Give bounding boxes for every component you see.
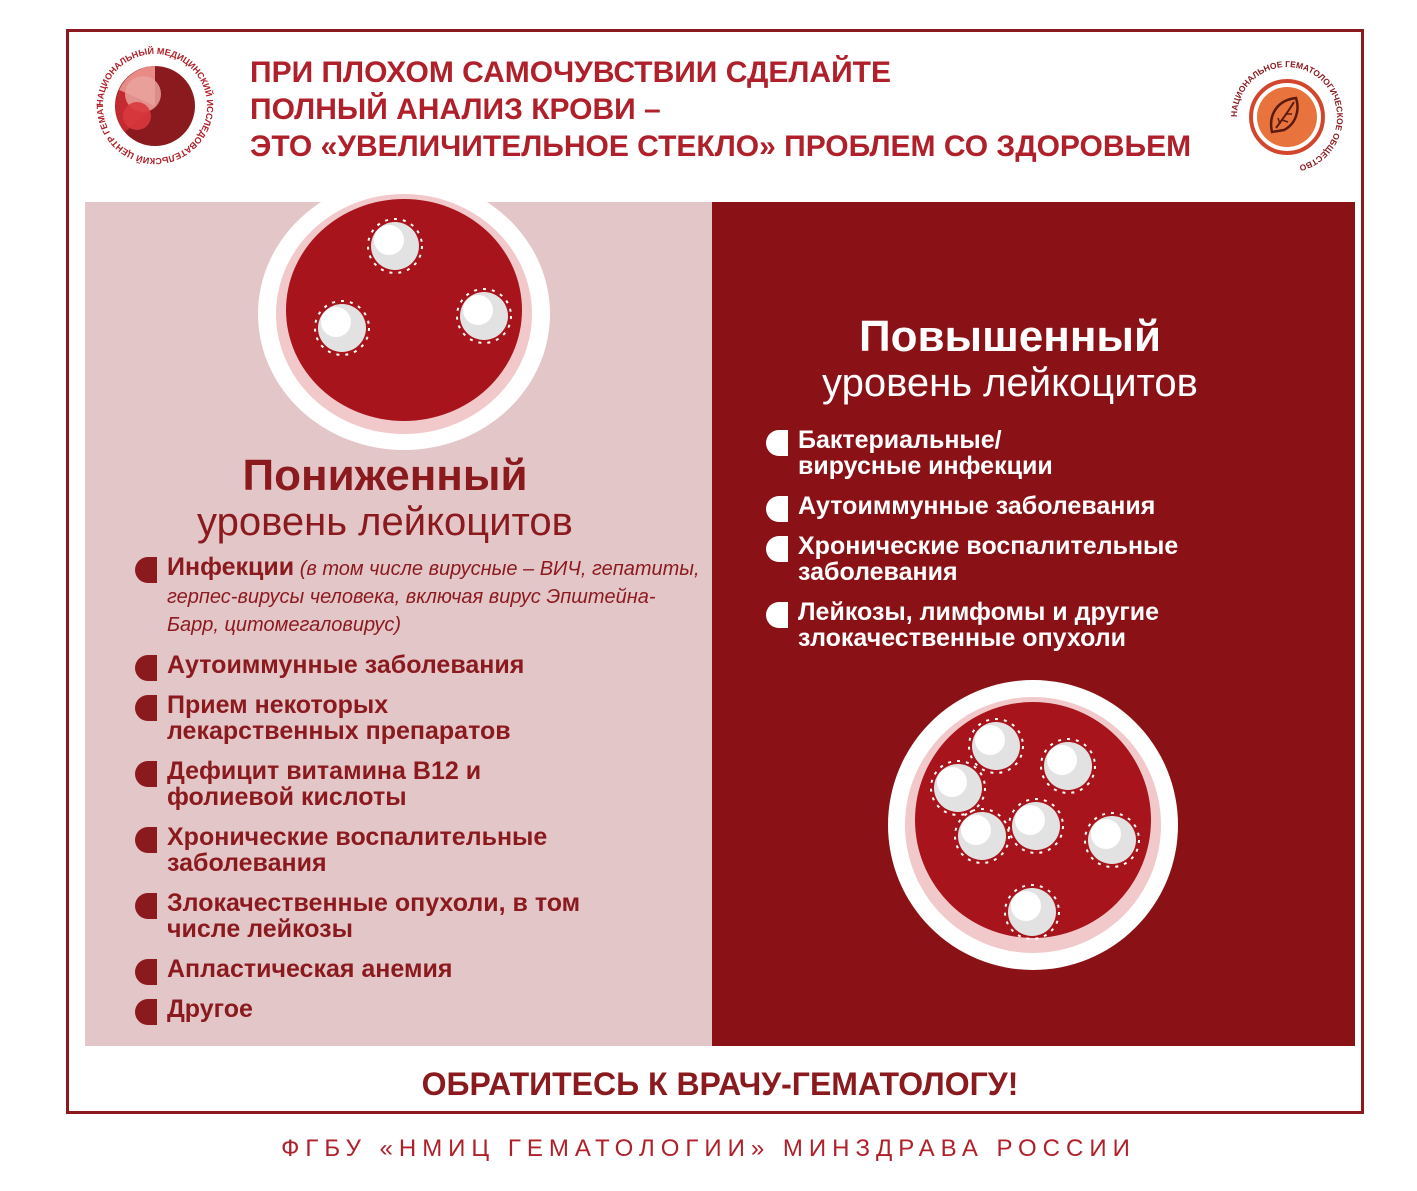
half-circle-bullet-icon: [135, 557, 157, 583]
list-item: Бактериальные/ вирусные инфекции: [766, 427, 1118, 479]
list-item: Хронические воспалительные заболевания: [135, 824, 617, 876]
organization-footer: ФГБУ «НМИЦ ГЕМАТОЛОГИИ» МИНЗДРАВА РОССИИ: [281, 1135, 1136, 1162]
half-circle-bullet-icon: [135, 959, 157, 985]
hematology-center-logo: [95, 46, 215, 166]
list-item: Аутоиммунные заболевания: [766, 493, 1326, 519]
high-heading-light: уровень лейкоцитов: [822, 361, 1198, 405]
title-line-3: ЭТО «УВЕЛИЧИТЕЛЬНОЕ СТЕКЛО» ПРОБЛЕМ СО ЗДОРОВЬЕМ: [250, 130, 1192, 163]
high-leukocytes-causes-list: [766, 427, 1326, 651]
high-heading-bold: Повышенный: [858, 312, 1162, 361]
high-leukocytes-heading: [745, 313, 1275, 405]
half-circle-bullet-icon: [766, 602, 788, 628]
half-circle-bullet-icon: [766, 496, 788, 522]
high-leukocytes-illustration: [884, 680, 1182, 970]
list-item: Злокачественные опухоли, в том числе лейкозы: [135, 890, 587, 942]
list-item: Апластическая анемия: [135, 956, 705, 982]
logo-left-ring-text: НАЦИОНАЛЬНЫЙ МЕДИЦИНСКИЙ ИССЛЕДОВАТЕЛЬСКИЙ ЦЕНТР ГЕМАТ: [95, 46, 215, 166]
title-line-2: ПОЛНЫЙ АНАЛИЗ КРОВИ –: [250, 93, 661, 126]
half-circle-bullet-icon: [135, 655, 157, 681]
low-leukocytes-illustration: [258, 180, 550, 450]
half-circle-bullet-icon: [135, 827, 157, 853]
low-heading-bold: Пониженный: [242, 451, 528, 500]
list-item: Хронические воспалительные заболевания: [766, 533, 1248, 585]
list-item-note: (в том числе вирусные – ВИЧ, гепатиты, герпес-вирусы человека, включая вирус Эпштейна-Барр, цитомегаловирус): [167, 558, 700, 636]
title-line-1: ПРИ ПЛОХОМ САМОЧУВСТВИИ СДЕЛАЙТЕ: [250, 56, 891, 89]
half-circle-bullet-icon: [135, 893, 157, 919]
poster-title: [250, 54, 1230, 165]
call-to-action: ОБРАТИТЕСЬ К ВРАЧУ-ГЕМАТОЛОГУ!: [421, 1066, 1019, 1102]
half-circle-bullet-icon: [766, 536, 788, 562]
hematology-society-logo: [1228, 58, 1346, 176]
low-leukocytes-causes-list: [135, 554, 705, 1022]
half-circle-bullet-icon: [135, 695, 157, 721]
half-circle-bullet-icon: [766, 430, 788, 456]
list-item: Аутоиммунные заболевания: [135, 652, 705, 678]
logo-right-ring-text: НАЦИОНАЛЬНОЕ ГЕМАТОЛОГИЧЕСКОЕ ОБЩЕСТВО: [1228, 58, 1346, 174]
list-item: Прием некоторых лекарственных препаратов: [135, 692, 567, 744]
half-circle-bullet-icon: [135, 761, 157, 787]
low-heading-light: уровень лейкоцитов: [197, 500, 573, 544]
low-leukocytes-heading: [135, 452, 635, 544]
list-item: Инфекции (в том числе вирусные – ВИЧ, гепатиты, герпес-вирусы человека, включая вирус Эпштейна-Барр, цитомегаловирус): [135, 554, 705, 638]
list-item: Другое: [135, 996, 705, 1022]
half-circle-bullet-icon: [135, 999, 157, 1025]
list-item: Лейкозы, лимфомы и другие злокачественные опухоли: [766, 599, 1218, 651]
list-item: Дефицит витамина В12 и фолиевой кислоты: [135, 758, 527, 810]
